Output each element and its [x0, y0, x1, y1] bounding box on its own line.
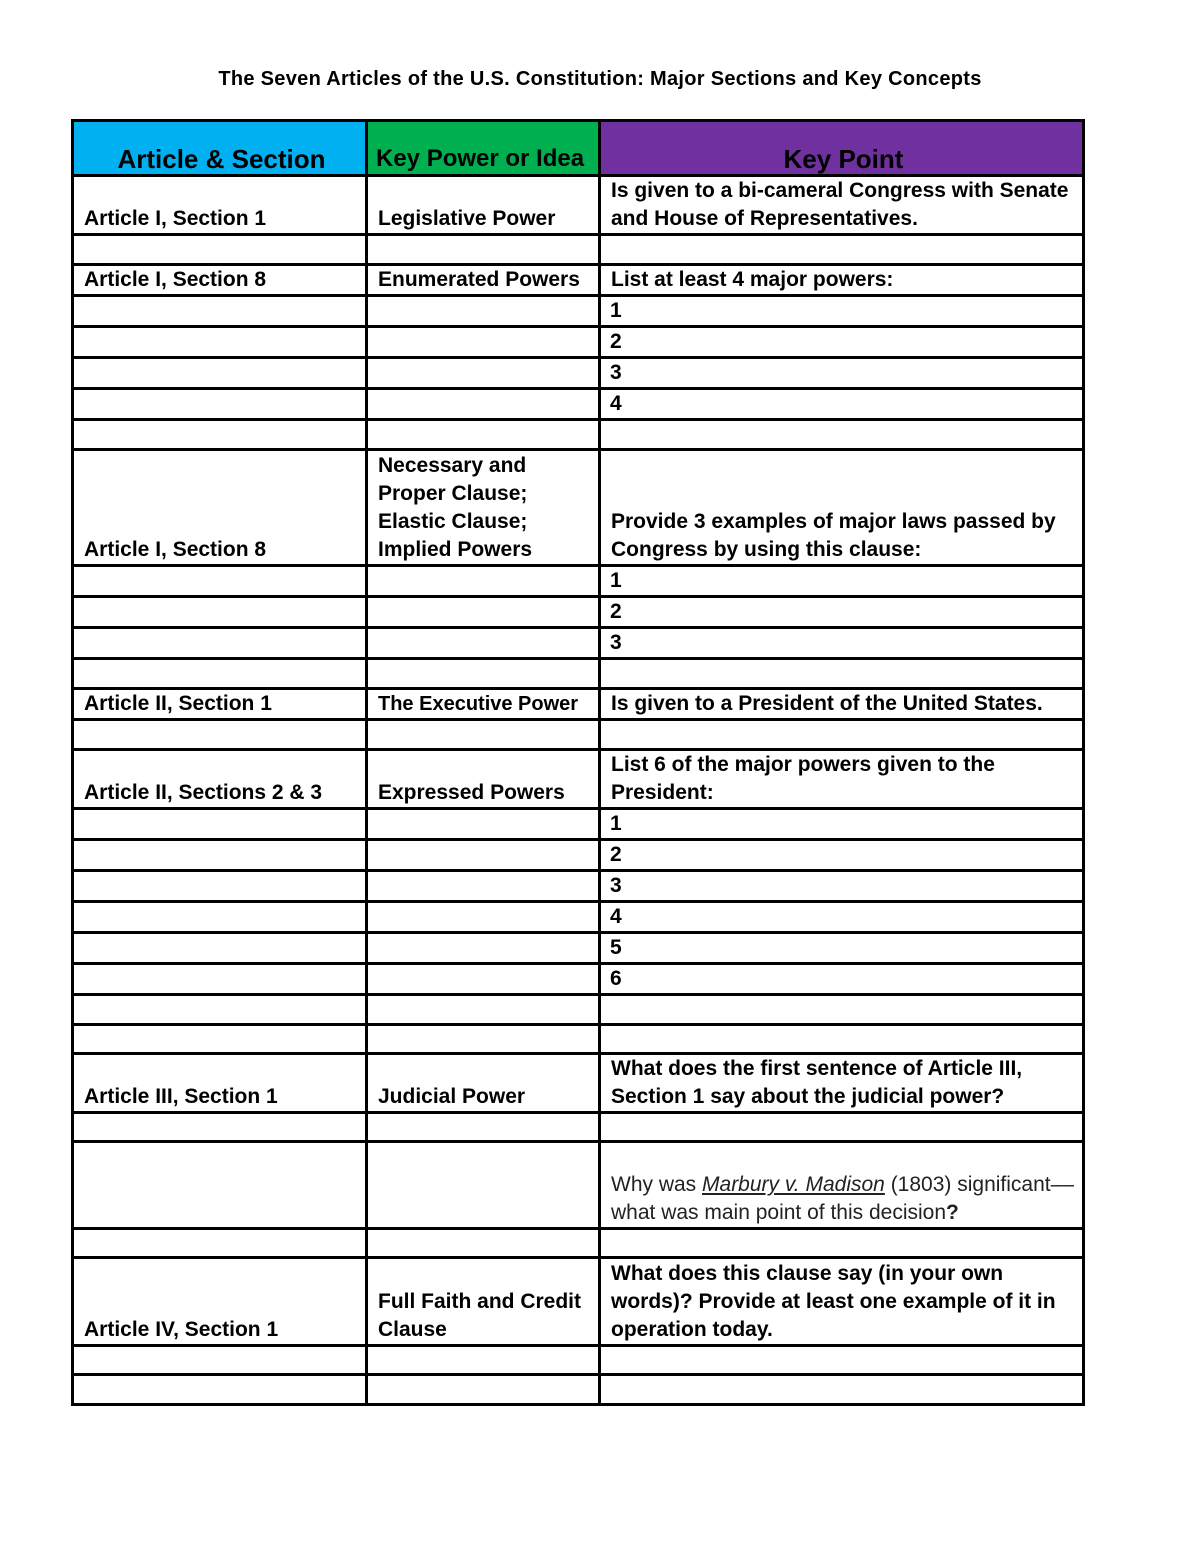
- article-cell: [73, 358, 367, 389]
- table-row: [73, 871, 1084, 902]
- article-cell: [73, 933, 367, 964]
- table-row: [73, 327, 1084, 358]
- marbury-case-name: Marbury v. Madison: [702, 1173, 885, 1196]
- point-cell: Provide 3 examples of major laws passed by Congress by using this clause:: [600, 450, 1084, 566]
- table-row: [73, 265, 1084, 296]
- power-cell: [367, 840, 600, 871]
- table-row: [73, 964, 1084, 995]
- power-cell: [367, 597, 600, 628]
- table-row: [73, 659, 1084, 689]
- table-row: [73, 296, 1084, 327]
- article-cell: [73, 871, 367, 902]
- table-row: [73, 389, 1084, 420]
- power-cell: [367, 1025, 600, 1054]
- header-key-point: Key Point: [600, 121, 1084, 176]
- table-row: [73, 176, 1084, 235]
- article-cell: [73, 809, 367, 840]
- power-cell: [367, 1346, 600, 1375]
- article-cell: Article I, Section 1: [73, 176, 367, 235]
- table-row: [73, 420, 1084, 450]
- table-row: [73, 450, 1084, 566]
- answer-cell[interactable]: 5: [600, 933, 1084, 964]
- answer-cell[interactable]: 3: [600, 358, 1084, 389]
- article-cell: [73, 995, 367, 1025]
- table-row: [73, 933, 1084, 964]
- point-cell: What does the first sentence of Article III, Section 1 say about the judicial power?: [600, 1054, 1084, 1113]
- answer-cell[interactable]: 1: [600, 566, 1084, 597]
- power-cell: [367, 420, 600, 450]
- power-cell: [367, 995, 600, 1025]
- point-cell[interactable]: [600, 1375, 1084, 1405]
- power-cell: [367, 296, 600, 327]
- answer-cell[interactable]: 2: [600, 327, 1084, 358]
- article-cell: [73, 566, 367, 597]
- power-cell: [367, 566, 600, 597]
- table-row: [73, 840, 1084, 871]
- power-cell: [367, 235, 600, 265]
- answer-cell[interactable]: 2: [600, 840, 1084, 871]
- table-row: [73, 597, 1084, 628]
- point-cell[interactable]: [600, 1346, 1084, 1375]
- table-row: [73, 628, 1084, 659]
- table-row: [73, 1346, 1084, 1375]
- article-cell: Article I, Section 8: [73, 450, 367, 566]
- table-row: [73, 1375, 1084, 1405]
- point-cell: Is given to a bi-cameral Congress with Senate and House of Representatives.: [600, 176, 1084, 235]
- article-cell: [73, 296, 367, 327]
- constitution-worksheet-table: [71, 119, 1085, 1406]
- power-cell: [367, 871, 600, 902]
- table-row: [73, 235, 1084, 265]
- article-cell: [73, 628, 367, 659]
- table-row: [73, 566, 1084, 597]
- answer-cell[interactable]: 6: [600, 964, 1084, 995]
- answer-cell[interactable]: 2: [600, 597, 1084, 628]
- power-cell: Necessary and Proper Clause; Elastic Clause; Implied Powers: [367, 450, 600, 566]
- article-cell: [73, 902, 367, 933]
- article-cell: [73, 1025, 367, 1054]
- power-cell: [367, 1142, 600, 1229]
- table-row: [73, 1229, 1084, 1258]
- article-cell: [73, 420, 367, 450]
- power-cell: [367, 1113, 600, 1142]
- power-cell: Enumerated Powers: [367, 265, 600, 296]
- answer-cell[interactable]: 4: [600, 389, 1084, 420]
- table-row: [73, 995, 1084, 1025]
- table-row: [73, 1142, 1084, 1229]
- answer-cell[interactable]: 1: [600, 809, 1084, 840]
- article-cell: [73, 1142, 367, 1229]
- article-cell: [73, 327, 367, 358]
- marbury-question-cell: [600, 1142, 1084, 1229]
- article-cell: [73, 720, 367, 750]
- power-cell: [367, 1375, 600, 1405]
- power-cell: [367, 933, 600, 964]
- power-cell: [367, 628, 600, 659]
- article-cell: Article IV, Section 1: [73, 1258, 367, 1346]
- article-cell: [73, 235, 367, 265]
- power-cell: [367, 902, 600, 933]
- point-cell: Is given to a President of the United States.: [600, 689, 1084, 720]
- article-cell: [73, 1375, 367, 1405]
- table-row: [73, 689, 1084, 720]
- power-cell: Judicial Power: [367, 1054, 600, 1113]
- power-cell: Full Faith and Credit Clause: [367, 1258, 600, 1346]
- power-cell: Expressed Powers: [367, 750, 600, 809]
- article-cell: [73, 840, 367, 871]
- point-cell[interactable]: [600, 1025, 1084, 1054]
- point-cell[interactable]: [600, 235, 1084, 265]
- point-cell[interactable]: [600, 995, 1084, 1025]
- article-cell: [73, 964, 367, 995]
- table-row: [73, 809, 1084, 840]
- point-cell[interactable]: [600, 720, 1084, 750]
- article-cell: [73, 389, 367, 420]
- article-cell: Article II, Sections 2 & 3: [73, 750, 367, 809]
- table-row: [73, 358, 1084, 389]
- power-cell: [367, 809, 600, 840]
- article-cell: [73, 1113, 367, 1142]
- point-cell[interactable]: [600, 420, 1084, 450]
- marbury-question-mark: ?: [946, 1201, 959, 1224]
- point-cell[interactable]: [600, 1229, 1084, 1258]
- article-cell: Article III, Section 1: [73, 1054, 367, 1113]
- article-cell: Article II, Section 1: [73, 689, 367, 720]
- power-cell: [367, 1229, 600, 1258]
- article-cell: [73, 659, 367, 689]
- marbury-before: Why was: [611, 1173, 703, 1196]
- power-cell: [367, 358, 600, 389]
- power-cell: Legislative Power: [367, 176, 600, 235]
- table-row: [73, 1258, 1084, 1346]
- table-row: [73, 902, 1084, 933]
- article-cell: [73, 1346, 367, 1375]
- answer-cell[interactable]: 3: [600, 628, 1084, 659]
- point-cell[interactable]: [600, 659, 1084, 689]
- answer-cell[interactable]: 1: [600, 296, 1084, 327]
- power-cell: [367, 720, 600, 750]
- document-title: The Seven Articles of the U.S. Constitution: Major Sections and Key Concepts: [218, 68, 982, 90]
- power-cell: [367, 389, 600, 420]
- article-cell: Article I, Section 8: [73, 265, 367, 296]
- point-cell: List at least 4 major powers:: [600, 265, 1084, 296]
- table-row: [73, 1113, 1084, 1142]
- header-row: [73, 121, 1084, 176]
- header-article-section: Article & Section: [73, 121, 367, 176]
- table-row: [73, 750, 1084, 809]
- table-row: [73, 1054, 1084, 1113]
- point-cell: List 6 of the major powers given to the President:: [600, 750, 1084, 809]
- answer-cell[interactable]: 3: [600, 871, 1084, 902]
- article-cell: [73, 1229, 367, 1258]
- table-row: [73, 1025, 1084, 1054]
- answer-cell[interactable]: 4: [600, 902, 1084, 933]
- marbury-after: (1803) significant––what was main point of this decision: [611, 1173, 1074, 1224]
- power-cell: [367, 327, 600, 358]
- header-key-power: Key Power or Idea: [367, 121, 600, 176]
- article-cell: [73, 597, 367, 628]
- point-cell: What does this clause say (in your own words)? Provide at least one example of it in operation today.: [600, 1258, 1084, 1346]
- power-cell: [367, 659, 600, 689]
- point-cell[interactable]: [600, 1113, 1084, 1142]
- power-cell: [367, 964, 600, 995]
- power-cell: The Executive Power: [367, 689, 600, 720]
- table-row: [73, 720, 1084, 750]
